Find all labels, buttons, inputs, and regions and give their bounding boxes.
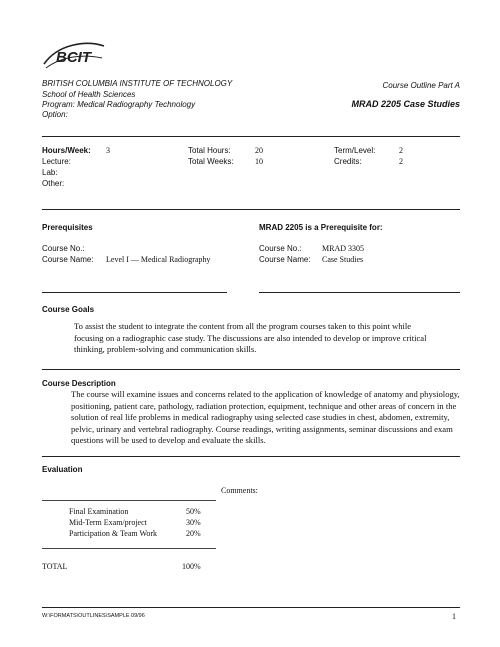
total-label: TOTAL	[42, 562, 68, 571]
credits-value: 2	[399, 157, 403, 166]
course-description-heading: Course Description	[42, 379, 116, 388]
eval-item-value: 50%	[186, 507, 201, 516]
divider	[259, 292, 460, 293]
divider	[42, 456, 460, 457]
evaluation-heading: Evaluation	[42, 465, 83, 474]
term-level-value: 2	[399, 146, 403, 155]
total-hours-label: Total Hours:	[188, 146, 231, 155]
prerequisite-for-heading: MRAD 2205 is a Prerequisite for:	[259, 223, 383, 232]
divider	[42, 500, 216, 501]
prereq-course-no-label: Course No.:	[42, 244, 85, 253]
course-goals-text: To assist the student to integrate the content from all the program courses taken to this point while focusing on a radiographic case study. The discussions are also intended to develop or improve critical thinking, problem-solving and communication skills.	[74, 321, 427, 354]
prereq-for-course-name-label: Course Name:	[259, 255, 311, 264]
other-label: Other:	[42, 179, 65, 188]
divider	[42, 292, 227, 293]
option-label: Option:	[42, 110, 68, 119]
divider	[42, 548, 216, 549]
prereq-for-course-name-value: Case Studies	[322, 255, 364, 264]
logo-text: BCIT	[56, 49, 91, 66]
course-description-text: The course will examine issues and concerns related to the application of knowledge of anatomy and physiology, positioning, patient care, pathology, radiation protection, equipment, technique and other areas of concern in the solution of real life problems in medical radiography using selected case studies in chest, abdomen, extremity, pelvic, urinary and vertebral radiography. Course readings, writing assignments, seminar discussions and exam questions will be used to develop and evaluate the skills.	[71, 389, 460, 445]
prereq-for-course-no-label: Course No.:	[259, 244, 302, 253]
page-number: 1	[452, 612, 456, 621]
divider	[42, 607, 460, 608]
divider	[42, 209, 460, 210]
prereq-for-course-no-value: MRAD 3305	[322, 244, 365, 253]
footer-path: W:\FORMATS\OUTLINES\SAMPLE 09/96	[42, 613, 145, 619]
lab-label: Lab:	[42, 168, 58, 177]
hours-week-label: Hours/Week:	[42, 146, 91, 155]
total-weeks-value: 10	[255, 157, 263, 166]
course-goals-heading: Course Goals	[42, 305, 95, 314]
eval-item-value: 20%	[186, 529, 201, 538]
bcit-logo	[42, 40, 106, 70]
prerequisites-heading: Prerequisites	[42, 223, 93, 232]
outline-part: Course Outline Part A	[382, 81, 460, 90]
lecture-label: Lecture:	[42, 157, 71, 166]
eval-item-label: Participation & Team Work	[69, 529, 158, 538]
prereq-course-name-label: Course Name:	[42, 255, 94, 264]
divider	[42, 369, 460, 370]
total-value: 100%	[182, 562, 201, 571]
program-name: Program: Medical Radiography Technology	[42, 100, 196, 109]
eval-item-label: Final Examination	[69, 507, 129, 516]
total-weeks-label: Total Weeks:	[188, 157, 234, 166]
total-hours-value: 20	[255, 146, 263, 155]
school-name: School of Health Sciences	[42, 90, 136, 99]
prereq-course-name-value: Level I — Medical Radiography	[106, 255, 211, 264]
divider	[42, 136, 460, 137]
eval-item-label: Mid-Term Exam/project	[69, 518, 147, 527]
institute-name: BRITISH COLUMBIA INSTITUTE OF TECHNOLOGY	[42, 79, 233, 88]
comments-label: Comments:	[221, 486, 258, 495]
term-level-label: Term/Level:	[334, 146, 376, 155]
hours-week-value: 3	[106, 146, 110, 155]
eval-item-value: 30%	[186, 518, 201, 527]
course-title: MRAD 2205 Case Studies	[351, 99, 460, 109]
credits-label: Credits:	[334, 157, 362, 166]
